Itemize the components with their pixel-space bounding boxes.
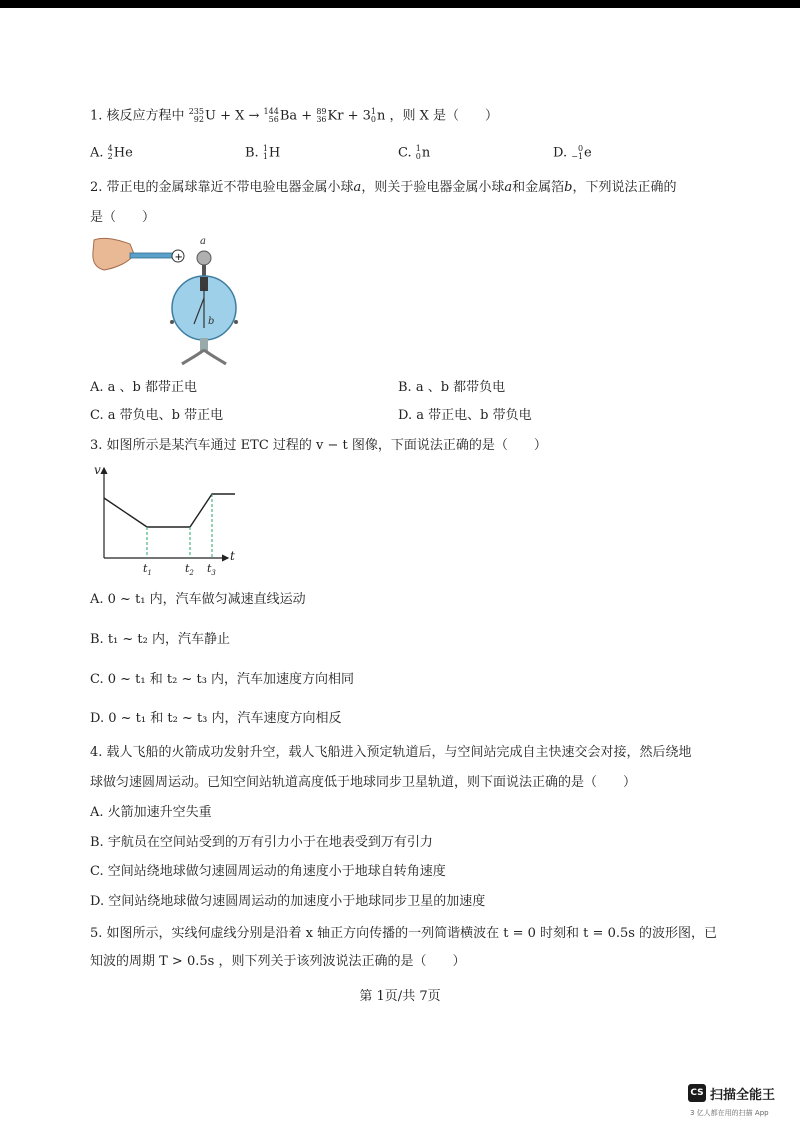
q4-option-d: D. 空间站绕地球做匀速圆周运动的加速度小于地球同步卫星的加速度 xyxy=(90,894,486,909)
charged-rod xyxy=(130,253,176,258)
electroscope-figure xyxy=(90,232,250,372)
q5-stem-line1: 5. 如图所示，实线何虚线分别是沿着 x 轴正方向传播的一列简谐横波在 t = 0 时刻和 t = 0.5s 的波形图，已 xyxy=(90,926,718,941)
t3-label: $t_3$ xyxy=(207,562,216,577)
q4-option-b: B. 宇航员在空间站受到的万有引力小于在地表受到万有引力 xyxy=(90,835,433,850)
q2-stem-line1: 2. 带正电的金属球靠近不带电验电器金属小球a，则关于验电器金属小球a和金属箔b，下列说法正确的 xyxy=(90,180,677,195)
label-b: b xyxy=(208,316,215,327)
cs-logo-icon: CS xyxy=(688,1084,706,1102)
q4-stem-line2: 球做匀速圆周运动。已知空间站轨道高度低于地球同步卫星轨道，则下面说法正确的是（ ） xyxy=(90,775,637,790)
t2-label: $t_2$ xyxy=(185,562,194,577)
t1-label: $t_1$ xyxy=(143,562,152,577)
q4-option-a: A. 火箭加速升空失重 xyxy=(90,805,212,820)
q2-option-a: A. a 、b 都带正电 xyxy=(90,380,198,395)
q5-stem-line2: 知波的周期 T > 0.5s ，则下列关于该列波说法正确的是（ ） xyxy=(90,954,466,969)
q3-option-d: D. 0 ~ t₁ 和 t₂ ~ t₃ 内，汽车速度方向相反 xyxy=(90,711,342,726)
q3-option-c: C. 0 ~ t₁ 和 t₂ ~ t₃ 内，汽车加速度方向相同 xyxy=(90,672,355,687)
t-axis-label: t xyxy=(230,549,235,563)
q2-option-c: C. a 带负电、b 带正电 xyxy=(90,408,224,423)
label-a: a xyxy=(200,236,206,247)
hand-icon xyxy=(93,238,134,270)
vt-graph xyxy=(90,460,250,580)
q3-option-b: B. t₁ ~ t₂ 内，汽车静止 xyxy=(90,632,230,647)
q1-stem-text: 1. 核反应方程中 xyxy=(90,108,185,124)
q1-option-d: D. 0 −1 e xyxy=(553,144,592,161)
q3-option-a: A. 0 ~ t₁ 内，汽车做匀减速直线运动 xyxy=(90,592,306,607)
q4-option-c: C. 空间站绕地球做匀速圆周运动的角速度小于地球自转角速度 xyxy=(90,864,446,879)
scanner-watermark xyxy=(688,1082,792,1122)
logo-tagline: 3 亿人都在用的扫描 App xyxy=(690,1109,769,1117)
metal-ball-a xyxy=(197,251,211,265)
q1-option-c: C. 1 0 n xyxy=(398,144,431,161)
page-footer: 第 1页/共 7页 xyxy=(359,989,441,1004)
q2-stem-line2: 是（ ） xyxy=(90,210,156,225)
q4-stem-line1: 4. 载人飞船的火箭成功发射升空，载人飞船进入预定轨道后，与空间站完成自主快速交会对接，然后绕地 xyxy=(90,745,692,760)
q1-option-b: B. 1 1 H xyxy=(245,144,281,161)
logo-name: 扫描全能王 xyxy=(710,1088,776,1103)
top-border xyxy=(0,0,800,8)
q1-option-a: A. 4 2 He xyxy=(90,144,133,161)
velocity-curve xyxy=(104,494,235,527)
v-axis-label: v xyxy=(94,463,101,477)
svg-text:+: + xyxy=(174,252,183,263)
q2-option-b: B. a 、b 都带负电 xyxy=(398,380,506,395)
q2-option-d: D. a 带正电、b 带负电 xyxy=(398,408,532,423)
q1-stem: 1. 核反应方程中 235 92 U + X → 144 56 Ba + 89 36 Kr + 3 1 0 n ，则 X 是（ ） xyxy=(90,107,499,124)
q3-stem: 3. 如图所示是某汽车通过 ETC 过程的 v − t 图像，下面说法正确的是（ ） xyxy=(90,438,547,453)
